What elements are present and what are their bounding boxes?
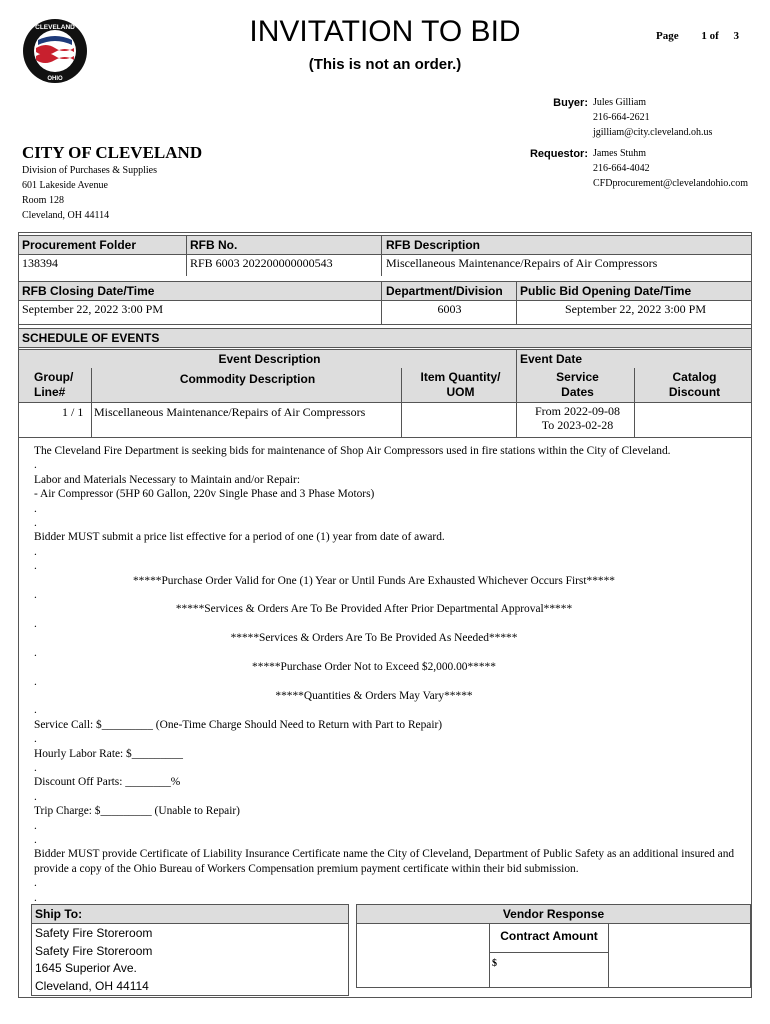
page-label: Page: [656, 30, 679, 42]
notice-quantities-vary: *****Quantities & Orders May Vary*****: [275, 689, 473, 702]
dot-separator: .: [34, 502, 37, 515]
vendor-response-box: [356, 904, 751, 988]
service-call-field: Service Call: $_________ (One-Time Charge Should Need to Return with Part to Repair): [34, 718, 443, 731]
dot-separator: .: [34, 617, 37, 630]
svg-text:CLEVELAND: CLEVELAND: [35, 24, 75, 31]
dot-separator: .: [34, 646, 37, 659]
event-date-header: Event Date: [520, 352, 583, 366]
event-header: [19, 349, 751, 369]
dot-separator: .: [34, 675, 37, 688]
service-dates-value: From 2022-09-08 To 2023-02-28: [535, 404, 620, 432]
notice-prior-approval: *****Services & Orders Are To Be Provided After Prior Departmental Approval*****: [175, 603, 573, 616]
notice-as-needed: *****Services & Orders Are To Be Provided As Needed*****: [230, 632, 518, 645]
org-city: Cleveland, OH 44114: [22, 210, 110, 221]
requestor-info: [593, 146, 748, 191]
dot-separator: .: [34, 833, 37, 846]
page-indicator: [656, 30, 739, 42]
procurement-folder-header: Procurement Folder: [22, 238, 137, 252]
discount-parts-field: Discount Off Parts: ________%: [34, 776, 181, 789]
ship-to-line-4: Cleveland, OH 44114: [35, 978, 149, 993]
header-row-1: [19, 235, 751, 255]
page-number: 1 of: [701, 30, 719, 42]
org-room: Room 128: [22, 195, 64, 206]
event-description-header: Event Description: [218, 352, 321, 366]
opening-date-header: Public Bid Opening Date/Time: [520, 284, 692, 298]
department-value: 6003: [437, 302, 462, 316]
dot-separator: .: [34, 545, 37, 558]
rfb-description-value: Miscellaneous Maintenance/Repairs of Air Compressors: [386, 256, 658, 270]
buyer-info: [593, 95, 712, 140]
dot-separator: .: [34, 761, 37, 774]
dot-separator: .: [34, 891, 37, 904]
ship-to-address: [32, 924, 348, 995]
schedule-label: SCHEDULE OF EVENTS: [22, 331, 160, 345]
dot-separator: .: [34, 733, 37, 746]
closing-date-value: September 22, 2022 3:00 PM: [22, 302, 163, 316]
contract-amount-field[interactable]: [489, 952, 609, 987]
header-row-2: [19, 281, 751, 301]
line-item-row: [19, 403, 751, 437]
dot-separator: .: [34, 704, 37, 717]
notice-not-exceed: *****Purchase Order Not to Exceed $2,000.00*****: [252, 661, 496, 674]
group-line-header: Group/ Line#: [34, 370, 74, 399]
page-total: 3: [733, 30, 740, 42]
ship-to-box: [31, 904, 349, 996]
buyer-label: Buyer:: [553, 97, 588, 109]
insurance-paragraph: Bidder MUST provide Certificate of Liability Insurance Certificate name the City of Cleveland, Department of Public Safety as an additional insured and provide a copy of the Ohio Bureau of Workers Compensation premium payment certificate within their bid submission.: [34, 848, 735, 875]
requestor-phone: 216-664-4042: [593, 163, 650, 174]
requestor-email: CFDprocurement@clevelandohio.com: [593, 178, 748, 189]
requestor-name: James Stuhm: [593, 148, 647, 159]
price-list-line: Bidder MUST submit a price list effective for a period of one (1) year from date of award.: [34, 531, 445, 544]
bid-description-body: [34, 444, 754, 905]
columns-header: [19, 368, 751, 403]
document-subtitle: (This is not an order.): [308, 56, 462, 73]
org-name: CITY OF CLEVELAND: [22, 143, 203, 162]
dot-separator: .: [34, 517, 37, 530]
closing-date-header: RFB Closing Date/Time: [22, 284, 155, 298]
buyer-name: Jules Gilliam: [593, 97, 647, 108]
dot-separator: .: [34, 459, 37, 472]
dot-separator: .: [34, 819, 37, 832]
requestor-label: Requestor:: [529, 148, 588, 160]
rfb-no-value: RFB 6003 202200000000543: [190, 256, 333, 270]
notice-po-valid: *****Purchase Order Valid for One (1) Year or Until Funds Are Exhausted Whichever Occurs First*****: [132, 574, 615, 587]
hourly-rate-field: Hourly Labor Rate: $_________: [34, 747, 184, 760]
line-description-value: Miscellaneous Maintenance/Repairs of Air Compressors: [94, 405, 366, 419]
dot-separator: .: [34, 877, 37, 890]
dollar-sign: $: [492, 958, 497, 969]
opening-date-value: September 22, 2022 3:00 PM: [565, 302, 706, 316]
paragraph-intro: The Cleveland Fire Department is seeking bids for maintenance of Shop Air Compressors used in fire stations within the City of Cleveland.: [34, 445, 671, 457]
vendor-response-label: Vendor Response: [357, 905, 750, 924]
data-row-1: [19, 254, 751, 276]
ship-to-line-2: Safety Fire Storeroom: [35, 943, 153, 958]
document-title: INVITATION TO BID: [249, 15, 521, 48]
schedule-header: [19, 328, 751, 348]
service-dates-header: Service Dates: [556, 370, 599, 399]
org-street: 601 Lakeside Avenue: [22, 180, 108, 191]
org-division: Division of Purchases & Supplies: [22, 165, 157, 176]
department-header: Department/Division: [386, 284, 503, 298]
dot-separator: .: [34, 560, 37, 573]
ship-to-label: Ship To:: [32, 905, 348, 924]
catalog-discount-header: Catalog Discount: [668, 370, 721, 399]
rfb-no-header: RFB No.: [190, 238, 238, 252]
dot-separator: .: [34, 790, 37, 803]
rfb-description-header: RFB Description: [386, 238, 481, 252]
dot-separator: .: [34, 589, 37, 602]
ship-to-line-3: 1645 Superior Ave.: [35, 961, 137, 975]
trip-charge-field: Trip Charge: $_________ (Unable to Repair): [34, 805, 240, 818]
contract-amount-label: Contract Amount: [500, 929, 598, 943]
ship-to-line-1: Safety Fire Storeroom: [35, 926, 153, 940]
data-row-2: [19, 300, 751, 324]
buyer-email: jgilliam@city.cleveland.oh.us: [593, 127, 713, 138]
org-address: [22, 163, 157, 223]
buyer-phone: 216-664-2621: [593, 112, 650, 123]
line-group-value: 1 / 1: [62, 405, 84, 419]
procurement-folder-value: 138394: [22, 256, 58, 270]
air-compressor-line: - Air Compressor (5HP 60 Gallon, 220v Single Phase and 3 Phase Motors): [34, 488, 375, 501]
svg-text:OHIO: OHIO: [47, 76, 63, 82]
item-quantity-header: Item Quantity/ UOM: [420, 370, 501, 399]
labor-materials-line: Labor and Materials Necessary to Maintain and/or Repair:: [34, 473, 301, 486]
commodity-header: Commodity Description: [179, 372, 316, 386]
